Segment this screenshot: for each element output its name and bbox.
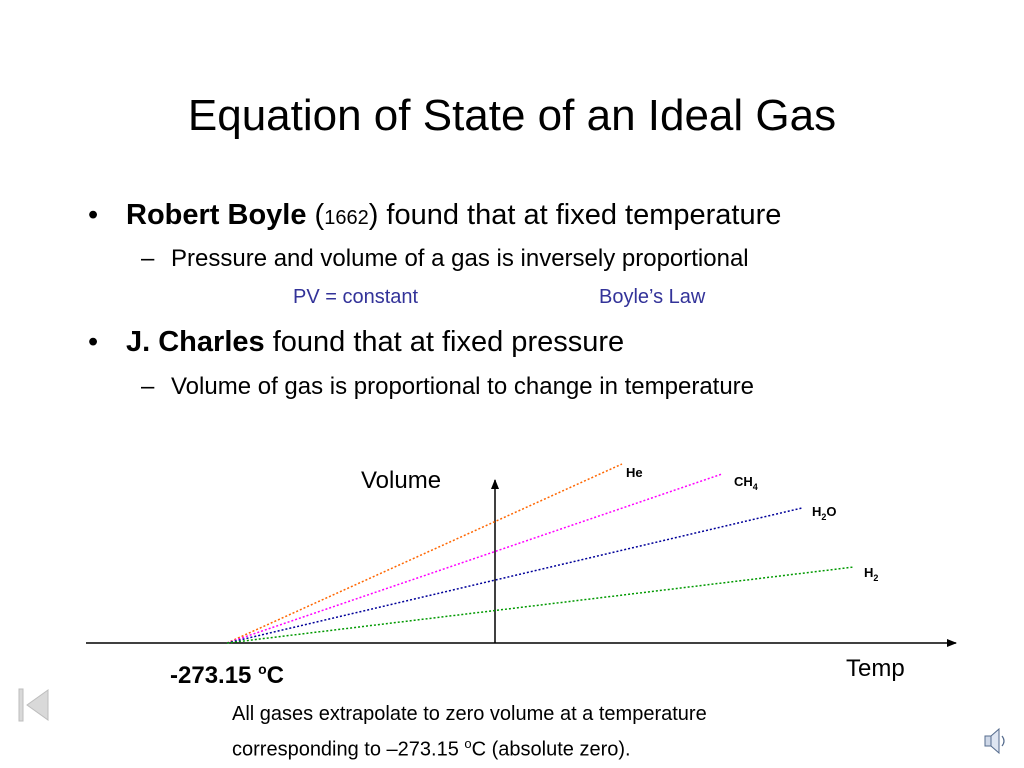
series-label-he: He [626, 465, 643, 480]
boyle-formula: PV = constant [293, 286, 419, 308]
bullet-marker: • [88, 199, 99, 231]
slide-title: Equation of State of an Ideal Gas [187, 91, 837, 140]
y-axis-label: Volume [361, 467, 442, 494]
charles-text: found that at fixed pressure [264, 326, 625, 358]
series-line-h2 [227, 567, 854, 643]
boyle-law-label: Boyle’s Law [599, 286, 706, 308]
boyle-name: Robert Boyle [126, 199, 307, 231]
boyle-sub-text: Pressure and volume of a gas is inversely proportional [171, 245, 749, 272]
dash-marker: – [141, 373, 155, 400]
boyle-year: 1662 [324, 207, 369, 229]
series-label-h2o: $H_2O$ [812, 504, 837, 522]
dash-marker: – [141, 245, 155, 272]
x-axis-label: Temp [846, 655, 905, 682]
slide-caption [232, 699, 872, 765]
series-label-h2: $H_2$ [864, 565, 879, 583]
charles-sub-text: Volume of gas is proportional to change in temperature [171, 373, 755, 400]
series-label-ch4: $CH_4$ [734, 474, 758, 492]
speaker-icon[interactable] [984, 727, 1008, 755]
series-line-ch4 [227, 474, 722, 643]
absolute-zero-label: -273.15 $^o$C [170, 661, 284, 689]
boyle-open-paren: ( [306, 199, 325, 231]
series-line-h2o [227, 508, 802, 643]
bullet-marker: • [88, 326, 99, 358]
boyle-text: ) found that at fixed temperature [368, 199, 782, 231]
caption-line-2: corresponding to –273.15 $^o$C (absolute zero). [232, 736, 631, 761]
caption-line-1: All gases extrapolate to zero volume at a temperature [232, 703, 707, 725]
charles-name: J. Charles [126, 326, 265, 358]
skip-to-start-icon[interactable] [18, 688, 50, 722]
